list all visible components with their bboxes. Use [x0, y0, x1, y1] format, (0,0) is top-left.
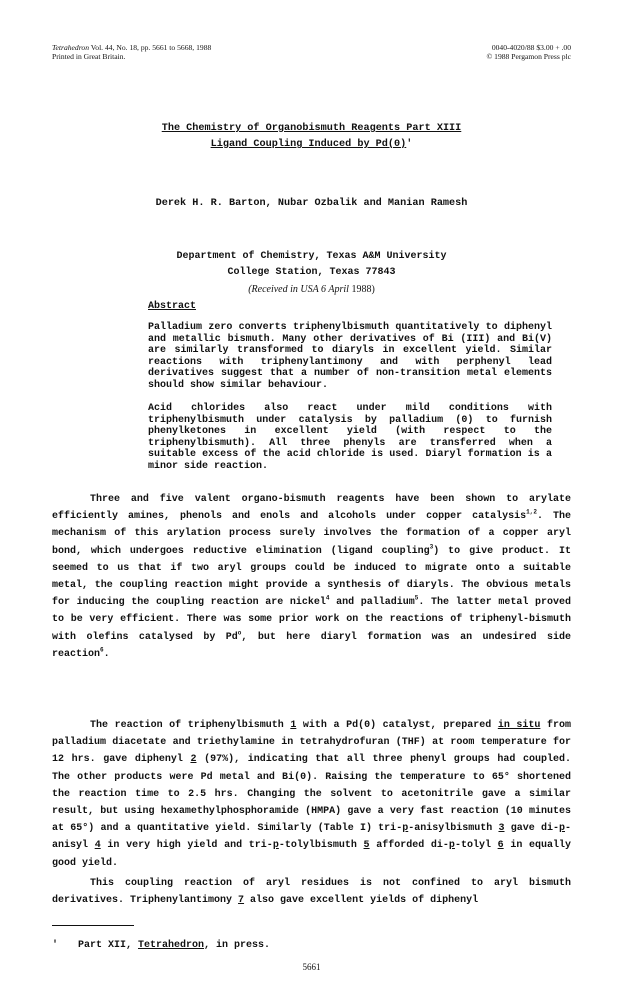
compound-7: 7	[238, 895, 245, 907]
received-date	[0, 284, 623, 295]
received-prefix: (Received in USA 6	[248, 284, 327, 295]
para-4: p	[448, 840, 455, 852]
footnote-marker: '	[52, 940, 59, 951]
citation-3: 3	[429, 543, 434, 551]
journal-name: Tetrahedron	[52, 43, 89, 52]
abstract-paragraph-2: Acid chlorides also react under mild conditions with triphenylbismuth under catalysis by palladium (0) to furnish phenylketones in excellent yield (with respect to the triphenylbismuth). All three phenyls are transferred when a suitable excess of the acid chloride is used. Diaryl formation is a minor side reaction.	[148, 403, 552, 472]
paper-title-line1: The Chemistry of Organobismuth Reagents Part XIII	[161, 123, 462, 134]
journal-citation: Vol. 44, No. 18, pp. 5661 to 5668, 1988	[90, 43, 212, 52]
affiliation-dept: Department of Chemistry, Texas A&M University	[176, 251, 447, 262]
received-year: 1988)	[351, 284, 375, 295]
running-header-right	[486, 43, 571, 61]
in-situ: in situ	[497, 720, 541, 731]
article-code: 0040-4020/88 $3.00 + .00	[491, 43, 571, 52]
compound-4: 4	[94, 840, 101, 852]
received-month: April	[328, 284, 349, 295]
compound-2: 2	[190, 754, 197, 766]
affiliation-city: College Station, Texas 77843	[227, 267, 396, 278]
citation-4: 4	[325, 594, 330, 602]
abstract-paragraph-1: Palladium zero converts triphenylbismuth quantitatively to diphenyl and metallic bismuth. Many other derivatives of Bi (III) and Bi(V) are similarly transformed to diaryls in excellent yield. Similar reactions with triphenylantimony and with perphenyl lead derivatives suggest that a number of non-transition metal elements should show similar behaviour.	[148, 322, 552, 391]
body-paragraph-1: Three and five valent organo-bismuth reagents have been shown to arylate efficiently amines, phenols and enols and alcohols under copper catalysis$^{1,2}$. The mechanism of this arylation process surely involves the formation of a copper aryl bond, which undergoes reductive elimination (ligand coupling$^3$) to give product. It seemed to us that if two aryl groups could be induced to migrate onto a suitable metal, the coupling reaction might provide a synthesis of diaryls. The obvious metals for inducing the coupling reaction are nickel$^4$ and palladium$^5$. The latter metal proved to be very efficient. There was some prior work on the reactions of triphenyl-bismuth with olefins catalysed by Pd$^o$, but here diaryl formation was an undesired side reaction$^6$.	[52, 494, 571, 660]
authors: Derek H. R. Barton, Nubar Ozbalik and Manian Ramesh	[155, 198, 468, 209]
para-1: p	[402, 823, 409, 835]
body-paragraph-2: The reaction of triphenylbismuth 1 with a Pd(0) catalyst, prepared in situ from palladium diacetate and triethylamine in tetrahydrofuran (THF) at room temperature for 12 hrs. gave diphenyl 2 (97%), indicating that all three phenyl groups had coupled. The other products were Pd metal and Bi(0). Raising the temperature to 65° shortened the reaction time to 2.5 hrs. Changing the solvent to acetonitrile gave a similar result, but using hexamethylphosphoramide (HMPA) gave a very fast reaction (10 minutes at 65°) and a quantitative yield. Similarly (Table I) tri-p-anisylbismuth 3 gave di-p-anisyl 4 in very high yield and tri-p-tolylbismuth 5 afforded di-p-tolyl 6 in equally good yield.	[52, 720, 572, 869]
publisher-line: © 1988 Pergamon Press plc	[486, 52, 571, 61]
compound-5: 5	[363, 840, 370, 852]
compound-6: 6	[497, 840, 504, 852]
paper-title-line2: Ligand Coupling Induced by Pd(0)	[210, 139, 407, 150]
footnote-journal: Tetrahedron	[138, 940, 205, 951]
para-2: p	[558, 823, 565, 835]
abstract-heading: Abstract	[148, 301, 197, 312]
compound-1: 1	[290, 720, 297, 731]
body-paragraph-3: This coupling reaction of aryl residues is not confined to aryl bismuth derivatives. Triphenylantimony 7 also gave excellent yields of diphenyl	[52, 878, 571, 907]
footnote-rule	[52, 925, 134, 926]
citation-6: 6	[100, 646, 104, 654]
printed-location: Printed in Great Britain.	[52, 52, 126, 61]
para-3: p	[272, 840, 279, 852]
paper-title-line2-wrap	[0, 139, 623, 150]
pd-zero-superscript: o	[237, 629, 242, 637]
page-number: 5661	[302, 962, 321, 972]
running-header-left	[52, 43, 211, 61]
footnote: ' Part XII, Tetrahedron, in press.	[52, 940, 271, 951]
citation-5: 5	[414, 594, 419, 602]
compound-3: 3	[498, 823, 505, 835]
title-footnote-marker: '	[406, 139, 413, 150]
citation-1-2: 1,2	[526, 508, 537, 516]
